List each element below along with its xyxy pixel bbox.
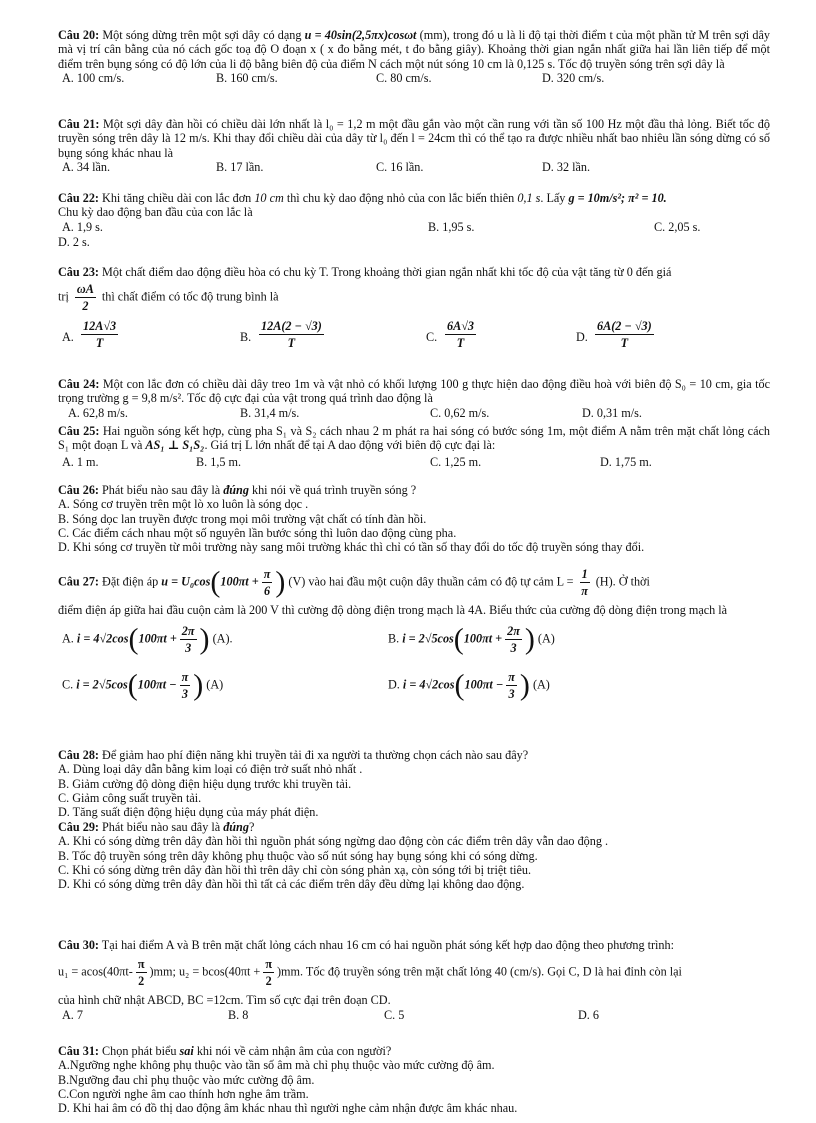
emphasis: 0,1 s bbox=[517, 191, 541, 205]
question-text: khi nói về cảm nhận âm của con người? bbox=[193, 1044, 392, 1058]
question-number: Câu 31: bbox=[58, 1044, 99, 1058]
answer-b: B. 1,95 s. bbox=[428, 219, 475, 234]
question-number: Câu 25: bbox=[58, 424, 100, 438]
question-text: Hai nguồn sóng kết hợp, cùng pha S₁ và S₂ cách nhau 2 m phát ra hai sóng có bước sóng 1m, một điểm A nằm trên mặt chất lỏng cách S₁ một đoạn L và bbox=[58, 424, 771, 453]
question-25 bbox=[58, 424, 770, 470]
question-text: điểm điện áp giữa hai đầu cuộn cảm là 200 V thì cường độ dòng điện trong mạch là 4A. Biểu thức của cường độ dòng điện trong mạch là bbox=[58, 603, 728, 617]
fraction bbox=[75, 281, 96, 314]
answer-a: A. Sóng cơ truyền trên một lò xo luôn là sóng dọc . bbox=[58, 497, 309, 512]
paren-left: ( bbox=[454, 668, 465, 702]
answer-label: D. bbox=[388, 677, 400, 692]
answer-a: A. 100 cm/s. bbox=[62, 70, 125, 85]
answer-label: C. bbox=[62, 677, 74, 692]
numerator: ωA bbox=[76, 282, 94, 297]
answer-a: A. 1 m. bbox=[62, 454, 99, 469]
answer-c: C. 80 cm/s. bbox=[376, 70, 432, 85]
answer-d: D. 320 cm/s. bbox=[542, 70, 605, 85]
paren-right: ) bbox=[193, 668, 204, 702]
question-text: Tại hai điểm A và B trên mặt chất lỏng cách nhau 16 cm có hai nguồn phát sóng kết hợp dao động theo phương trình: bbox=[98, 938, 675, 952]
paren-right: ) bbox=[524, 622, 535, 656]
question-text: Phát biểu nào sau đây là bbox=[98, 820, 224, 834]
answer-row bbox=[58, 1008, 770, 1023]
answer-label: B. bbox=[388, 631, 400, 646]
question-line bbox=[58, 281, 770, 314]
denominator: T bbox=[95, 336, 104, 351]
answer-d: D. 6 bbox=[578, 1007, 599, 1022]
answer-c: C.Con người nghe âm cao thính hơn nghe âm trầm. bbox=[58, 1086, 309, 1101]
answer-c: C. 16 lần. bbox=[376, 159, 424, 174]
question-text: ? bbox=[248, 820, 255, 834]
question-text: Một chất điểm dao động điều hòa có chu kỳ T. Trong khoảng thời gian ngắn nhất khi tốc độ của vật tăng từ 0 đến giá bbox=[98, 265, 672, 279]
numerator: π bbox=[265, 957, 272, 972]
answer-c: C. Các điểm cách nhau một số nguyên lần bước sóng thì luôn dao động cùng pha. bbox=[58, 525, 457, 540]
question-text: Chu kỳ dao động ban đầu của con lắc là bbox=[58, 205, 253, 220]
numerator: 12A√3 bbox=[83, 319, 117, 334]
formula: )mm; u₂ = bcos(40πt + bbox=[149, 964, 261, 979]
answer-row bbox=[58, 160, 770, 175]
answer-c: C. 0,62 m/s. bbox=[430, 405, 490, 420]
answer-grid bbox=[58, 623, 770, 711]
question-text: Phát biểu nào sau đây là bbox=[98, 483, 224, 497]
answer-a: A. Khi có sóng dừng trên dây đàn hồi thì nguồn phát sóng ngừng dao động còn các điểm trên dây vẫn dao động . bbox=[58, 834, 609, 849]
answer-a bbox=[81, 318, 118, 351]
answer-row bbox=[58, 455, 770, 470]
answer-a-label: A. bbox=[62, 330, 74, 345]
numerator: 6A(2 − √3) bbox=[597, 319, 652, 334]
question-text: (mm), trong đó u là li độ tại thời điểm t của một phần tử M trên sợi dây mà vị trí cân bằng của nó cách gốc toạ độ O đoạn x ( x đo bằng mét, t đo bằng giây). Khoảng thời gian ngắn nhất giữa hai lần liên tiếp để một điểm trên bụng sóng có độ lớn của li độ bằng biên độ của điểm N cách một nút sóng 10 cm là 0,125 s. Tốc độ truyền sóng trên sợi dây là bbox=[58, 28, 770, 71]
question-line bbox=[58, 956, 770, 989]
formula: i = 4√2cos bbox=[402, 677, 455, 692]
paren-right: ) bbox=[519, 668, 530, 702]
answer-b: B. Tốc độ truyền sóng trên dây không phụ thuộc vào số nút sóng hay bụng sóng khi có sóng dừng. bbox=[58, 848, 538, 863]
formula: 100πt − bbox=[464, 677, 504, 692]
answer-a: A. 1,9 s. bbox=[62, 219, 103, 234]
answer-row bbox=[58, 406, 770, 421]
unit: (A) bbox=[532, 677, 550, 692]
answer-a: A. Dùng loại dây dẫn bằng kim loại có điện trở suất nhỏ nhất . bbox=[58, 762, 363, 777]
answer-a: A. 62,8 m/s. bbox=[68, 405, 128, 420]
question-number: Câu 26: bbox=[58, 483, 99, 497]
denominator: T bbox=[620, 336, 629, 351]
fraction bbox=[506, 669, 517, 702]
question-text: Một con lắc đơn có chiều dài dây treo 1m và vật nhỏ có khối lượng 100 g thực hiện dao động điều hoà với biên độ S₀ = 10 cm, gia tốc trọng trường g = 9,8 m/s². Tốc độ cực đại của vật trong quá trình dao động là bbox=[58, 377, 770, 406]
answer-d: D. 32 lần. bbox=[542, 159, 591, 174]
answer-d: D. Khi sóng cơ truyền từ môi trường này sang môi trường khác thì chỉ có tần số thay đổi do tốc độ truyền sóng thay đổi. bbox=[58, 540, 645, 555]
numerator: 2π bbox=[507, 624, 520, 639]
answer-d: D. Khi hai âm có đồ thị dao động âm khác nhau thì người nghe cảm nhận được âm khác nhau. bbox=[58, 1101, 518, 1116]
emphasis: 10 cm bbox=[254, 191, 284, 205]
question-text: (V) vào hai đầu một cuộn dây thuần cảm có độ tự cảm L = bbox=[285, 574, 577, 589]
answer-c: C. 5 bbox=[384, 1007, 405, 1022]
formula: i = 2√5cos bbox=[402, 631, 454, 646]
numerator: 12A(2 − √3) bbox=[261, 319, 322, 334]
question-text: Một sợi dây đàn hồi có chiều dài lớn nhất là l₀ = 1,2 m một đầu gắn vào một cần rung với tần số 100 Hz một đầu thả lỏng. Biết tốc độ truyền sóng trên dây là 12 m/s. Khi thay đổi chiều dài của dây từ l₀ đến l = 24cm thì có thể tạo ra được nhiều nhất bao nhiêu lần sóng dừng có số bụng sóng khác nhau là bbox=[58, 117, 770, 160]
question-number: Câu 24: bbox=[58, 377, 100, 391]
answer-b: B. 1,5 m. bbox=[196, 454, 242, 469]
emphasis: sai bbox=[179, 1044, 194, 1058]
question-text: Khi tăng chiều dài con lắc đơn bbox=[98, 191, 255, 205]
answer-d: D. 0,31 m/s. bbox=[582, 405, 642, 420]
question-text: . Lấy bbox=[540, 191, 569, 205]
answer-d: D. Khi có sóng dừng trên dây đàn hồi thì tất cả các điểm trên dây đều dừng lại không dao động. bbox=[58, 877, 525, 892]
answer-label: A. bbox=[62, 631, 74, 646]
question-number: Câu 30: bbox=[58, 938, 99, 952]
answer-d bbox=[595, 318, 654, 351]
paren-left: ( bbox=[210, 565, 221, 599]
denominator: 2 bbox=[265, 974, 272, 989]
question-number: Câu 23: bbox=[58, 265, 99, 279]
question-text: (H). Ở thời bbox=[592, 574, 650, 589]
answer-b: B. 8 bbox=[228, 1007, 249, 1022]
question-text: của hình chữ nhật ABCD, BC =12cm. Tìm số cực đại trên đoạn CD. bbox=[58, 993, 391, 1008]
unit: (A) bbox=[537, 631, 555, 646]
question-23 bbox=[58, 265, 770, 362]
question-24 bbox=[58, 377, 770, 421]
answer-a: A. 7 bbox=[62, 1007, 83, 1022]
question-29 bbox=[58, 820, 770, 891]
question-30 bbox=[58, 938, 770, 1023]
answer-b: B. Sóng dọc lan truyền được trong mọi môi trường vật chất có tính đàn hồi. bbox=[58, 511, 427, 526]
answer-a bbox=[62, 623, 233, 656]
answer-row bbox=[58, 235, 770, 250]
numerator: π bbox=[181, 670, 189, 685]
answer-b: B. 17 lần. bbox=[216, 159, 264, 174]
question-text: . Giá trị L lớn nhất để tại A dao động với biên độ cực đại là: bbox=[204, 438, 496, 453]
denominator: T bbox=[287, 336, 296, 351]
denominator: T bbox=[456, 336, 465, 351]
emphasis: đúng bbox=[223, 820, 249, 834]
question-line bbox=[58, 566, 770, 599]
numerator: π bbox=[508, 670, 515, 685]
answer-row bbox=[58, 71, 770, 86]
question-number: Câu 29: bbox=[58, 820, 99, 834]
question-text: Đặt điện áp bbox=[98, 574, 162, 589]
formula: i = 2√5cos bbox=[76, 677, 128, 692]
answer-c: C. 1,25 m. bbox=[430, 454, 482, 469]
formula: u = U₀cos bbox=[161, 574, 211, 589]
fraction bbox=[580, 566, 590, 599]
paren-left: ( bbox=[127, 668, 138, 702]
denominator: 2 bbox=[82, 299, 89, 314]
question-31 bbox=[58, 1044, 770, 1115]
denominator: 3 bbox=[510, 641, 517, 656]
formula: g = 10m/s²; π² = 10. bbox=[568, 191, 667, 205]
denominator: 2 bbox=[138, 974, 145, 989]
question-number: Câu 28: bbox=[58, 748, 99, 762]
question-27 bbox=[58, 566, 770, 711]
question-26 bbox=[58, 483, 770, 554]
question-28 bbox=[58, 748, 770, 819]
numerator: 6A√3 bbox=[447, 319, 475, 334]
fraction bbox=[180, 623, 197, 656]
answer-d: D. Tăng suất điện động hiệu dụng của máy phát điện. bbox=[58, 805, 319, 820]
numerator: 2π bbox=[181, 624, 195, 639]
question-number: Câu 20: bbox=[58, 28, 100, 42]
numerator: π bbox=[263, 567, 271, 581]
denominator: 3 bbox=[181, 687, 188, 702]
denominator: 6 bbox=[263, 584, 271, 598]
answer-c: C. Giảm công suất truyền tải. bbox=[58, 790, 202, 805]
question-22 bbox=[58, 191, 770, 250]
paren-left: ( bbox=[128, 622, 139, 656]
answer-d bbox=[388, 669, 550, 702]
emphasis: đúng bbox=[223, 483, 249, 497]
answer-c-label: C. bbox=[426, 330, 438, 345]
fraction bbox=[136, 956, 147, 989]
answer-d: D. 1,75 m. bbox=[600, 454, 652, 469]
denominator: 3 bbox=[508, 687, 515, 702]
question-text: Để giảm hao phí điện năng khi truyền tải đi xa người ta thường chọn cách nào sau đây? bbox=[98, 748, 529, 762]
answer-c bbox=[445, 318, 476, 351]
paren-right: ) bbox=[275, 565, 286, 599]
answer-b: B. 31,4 m/s. bbox=[240, 405, 300, 420]
question-text: trị bbox=[58, 289, 69, 304]
answer-c bbox=[62, 669, 223, 702]
formula: i = 4√2cos bbox=[76, 631, 129, 646]
answer-b bbox=[388, 623, 555, 656]
denominator: 3 bbox=[185, 641, 192, 656]
question-text: thì chất điểm có tốc độ trung bình là bbox=[101, 289, 279, 304]
formula: u = 40sin(2,5πx)cosωt bbox=[304, 28, 417, 42]
formula: 100πt + bbox=[463, 631, 503, 646]
paren-left: ( bbox=[453, 622, 464, 656]
paren-right: ) bbox=[199, 622, 210, 656]
question-20 bbox=[58, 28, 770, 86]
unit: (A) bbox=[206, 677, 224, 692]
numerator: 1 bbox=[581, 567, 588, 581]
formula: AS₁ ⊥ S₁S₂ bbox=[145, 438, 205, 453]
fraction bbox=[262, 566, 273, 599]
answer-a: A. 34 lần. bbox=[62, 159, 111, 174]
formula: u₁ = acos(40πt- bbox=[58, 964, 133, 979]
answer-b: B.Ngưỡng đau chỉ phụ thuộc vào mức cường độ âm. bbox=[58, 1072, 315, 1087]
unit: (A). bbox=[212, 631, 233, 646]
question-number: Câu 27: bbox=[58, 574, 99, 589]
formula: 100πt − bbox=[137, 677, 177, 692]
question-text: Một sóng dừng trên một sợi dây có dạng bbox=[99, 28, 305, 42]
question-number: Câu 22: bbox=[58, 191, 99, 205]
fraction bbox=[180, 669, 191, 702]
answer-d-label: D. bbox=[576, 330, 588, 345]
fraction bbox=[505, 623, 522, 656]
question-21 bbox=[58, 117, 770, 175]
formula: 100πt + bbox=[220, 574, 259, 589]
question-text: Chọn phát biểu bbox=[98, 1044, 180, 1058]
formula: 100πt + bbox=[138, 631, 177, 646]
answer-c: C. Khi có sóng dừng trên dây đàn hồi thì trên dây chỉ còn sóng phản xạ, còn sóng tới bị triệt tiêu. bbox=[58, 862, 532, 877]
answer-b bbox=[259, 318, 324, 351]
question-number: Câu 21: bbox=[58, 117, 100, 131]
answer-a: A.Ngưỡng nghe không phụ thuộc vào tần số âm mà chỉ phụ thuộc vào mức cường độ âm. bbox=[58, 1058, 495, 1073]
answer-b-label: B. bbox=[240, 330, 252, 345]
question-text: khi nói về quá trình truyền sóng ? bbox=[248, 483, 417, 497]
question-text: thì chu kỳ dao động nhỏ của con lắc biến thiên bbox=[283, 191, 518, 205]
answer-b: B. Giảm cường độ dòng điện hiệu dụng trước khi truyền tải. bbox=[58, 776, 352, 791]
answer-d: D. 2 s. bbox=[58, 234, 90, 249]
answer-c: C. 2,05 s. bbox=[654, 219, 701, 234]
question-text: )mm. Tốc độ truyền sóng trên mặt chất lỏng 40 (cm/s). Gọi C, D là hai đỉnh còn lại bbox=[277, 964, 682, 979]
answer-row bbox=[58, 318, 770, 362]
denominator: π bbox=[581, 584, 588, 598]
fraction bbox=[263, 956, 274, 989]
answer-row bbox=[58, 220, 770, 235]
answer-b: B. 160 cm/s. bbox=[216, 70, 278, 85]
numerator: π bbox=[137, 957, 145, 972]
